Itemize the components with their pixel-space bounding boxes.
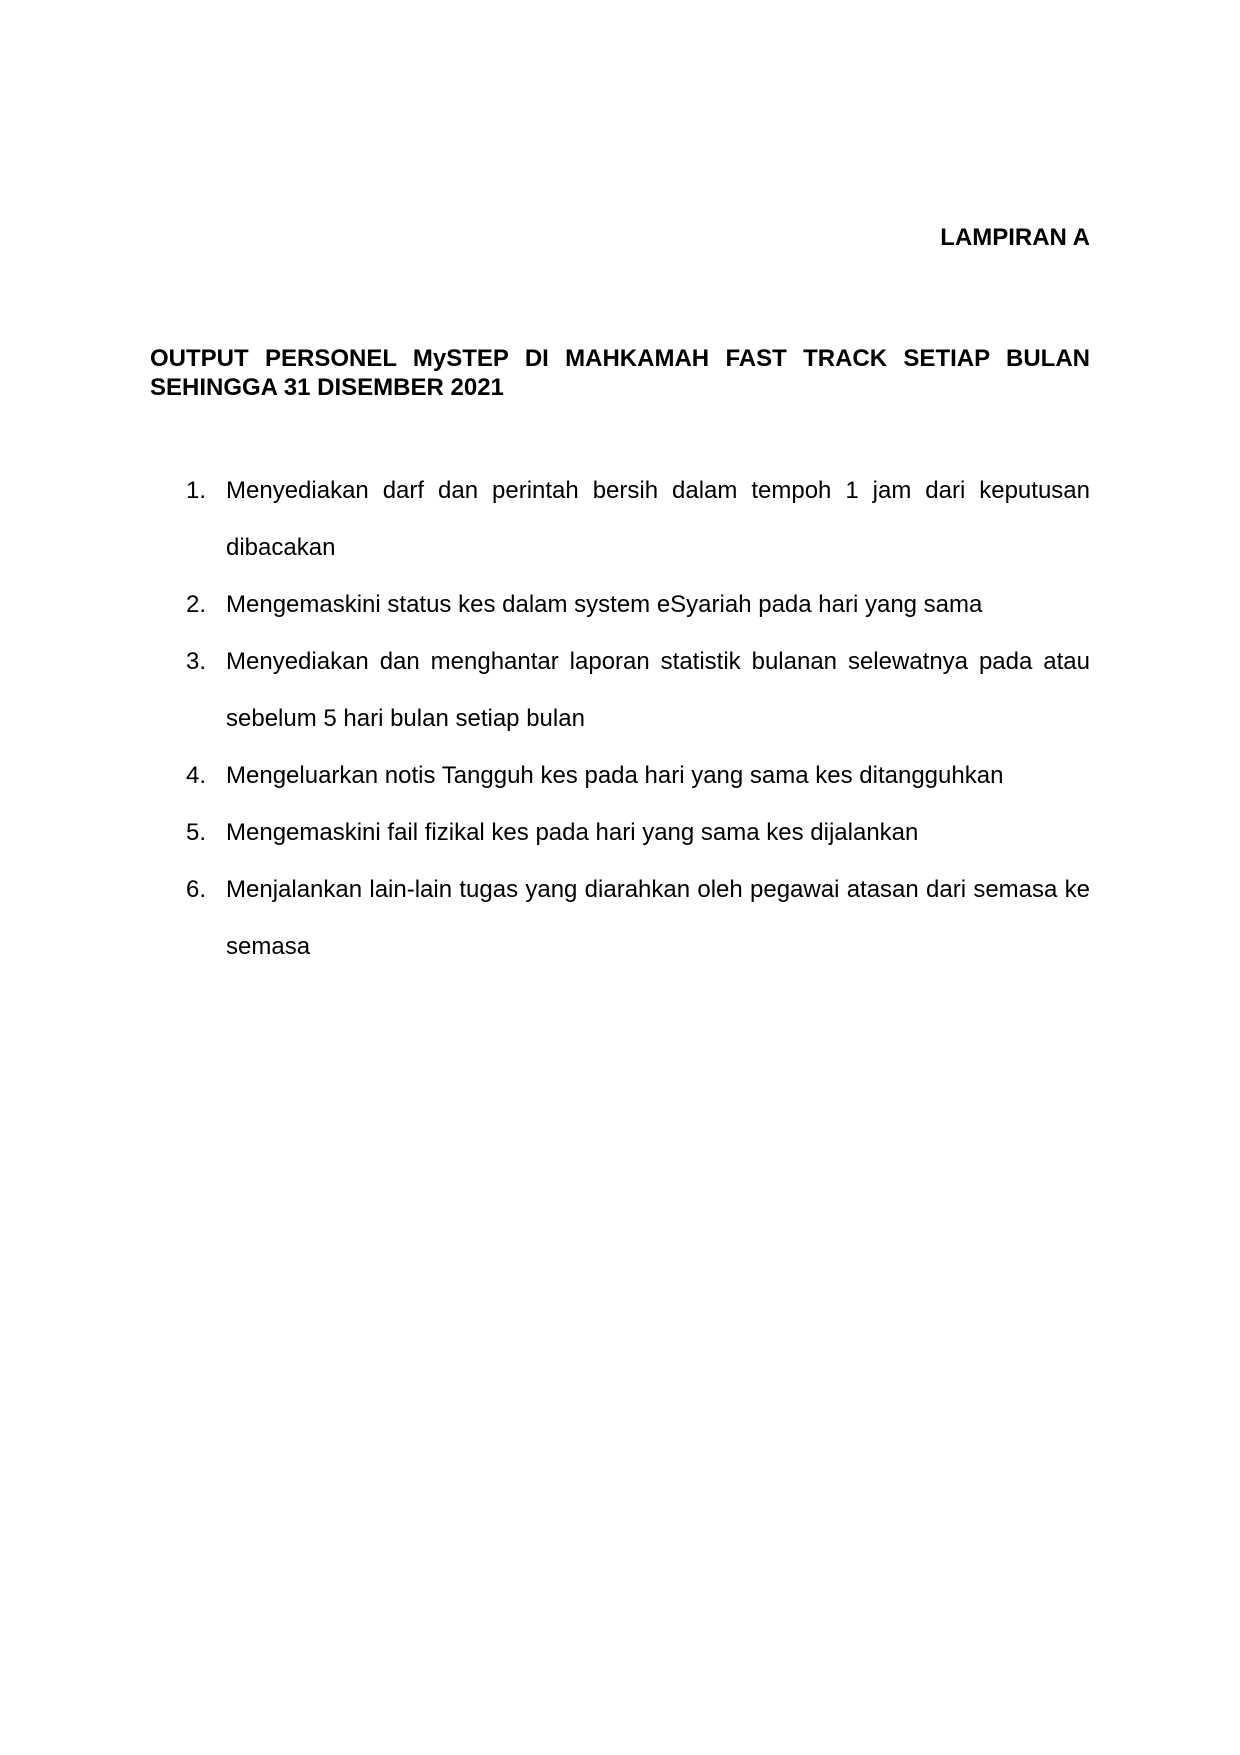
list-item-number: 4.: [186, 762, 207, 789]
list-item: [186, 576, 1090, 633]
list-item-text: Menjalankan lain-lain tugas yang diarahkan oleh pegawai atasan dari semasa ke semasa: [226, 876, 1090, 960]
list-item: [186, 633, 1090, 747]
list-item-text: Mengemaskini status kes dalam system eSyariah pada hari yang sama: [226, 591, 983, 618]
document-title: OUTPUT PERSONEL MySTEP DI MAHKAMAH FAST TRACK SETIAP BULAN SEHINGGA 31 DISEMBER 2021: [150, 345, 1090, 401]
list-item: [186, 804, 1090, 861]
list-item: [186, 861, 1090, 975]
list-item-number: 6.: [186, 876, 207, 903]
list-item-text: Menyediakan darf dan perintah bersih dalam tempoh 1 jam dari keputusan dibacakan: [226, 477, 1090, 561]
list-item-text: Mengemaskini fail fizikal kes pada hari yang sama kes dijalankan: [226, 819, 919, 846]
list-item-number: 1.: [186, 477, 207, 504]
list-item-text: Mengeluarkan notis Tangguh kes pada hari yang sama kes ditangguhkan: [226, 762, 1004, 789]
list-item-text: Menyediakan dan menghantar laporan statistik bulanan selewatnya pada atau sebelum 5 hari bulan setiap bulan: [226, 648, 1090, 732]
list-item-number: 5.: [186, 819, 207, 846]
appendix-label: LAMPIRAN A: [940, 224, 1090, 251]
list-item: [186, 462, 1090, 576]
output-list: [186, 462, 1090, 975]
list-item: [186, 747, 1090, 804]
list-item-number: 2.: [186, 591, 207, 618]
list-item-number: 3.: [186, 648, 207, 675]
